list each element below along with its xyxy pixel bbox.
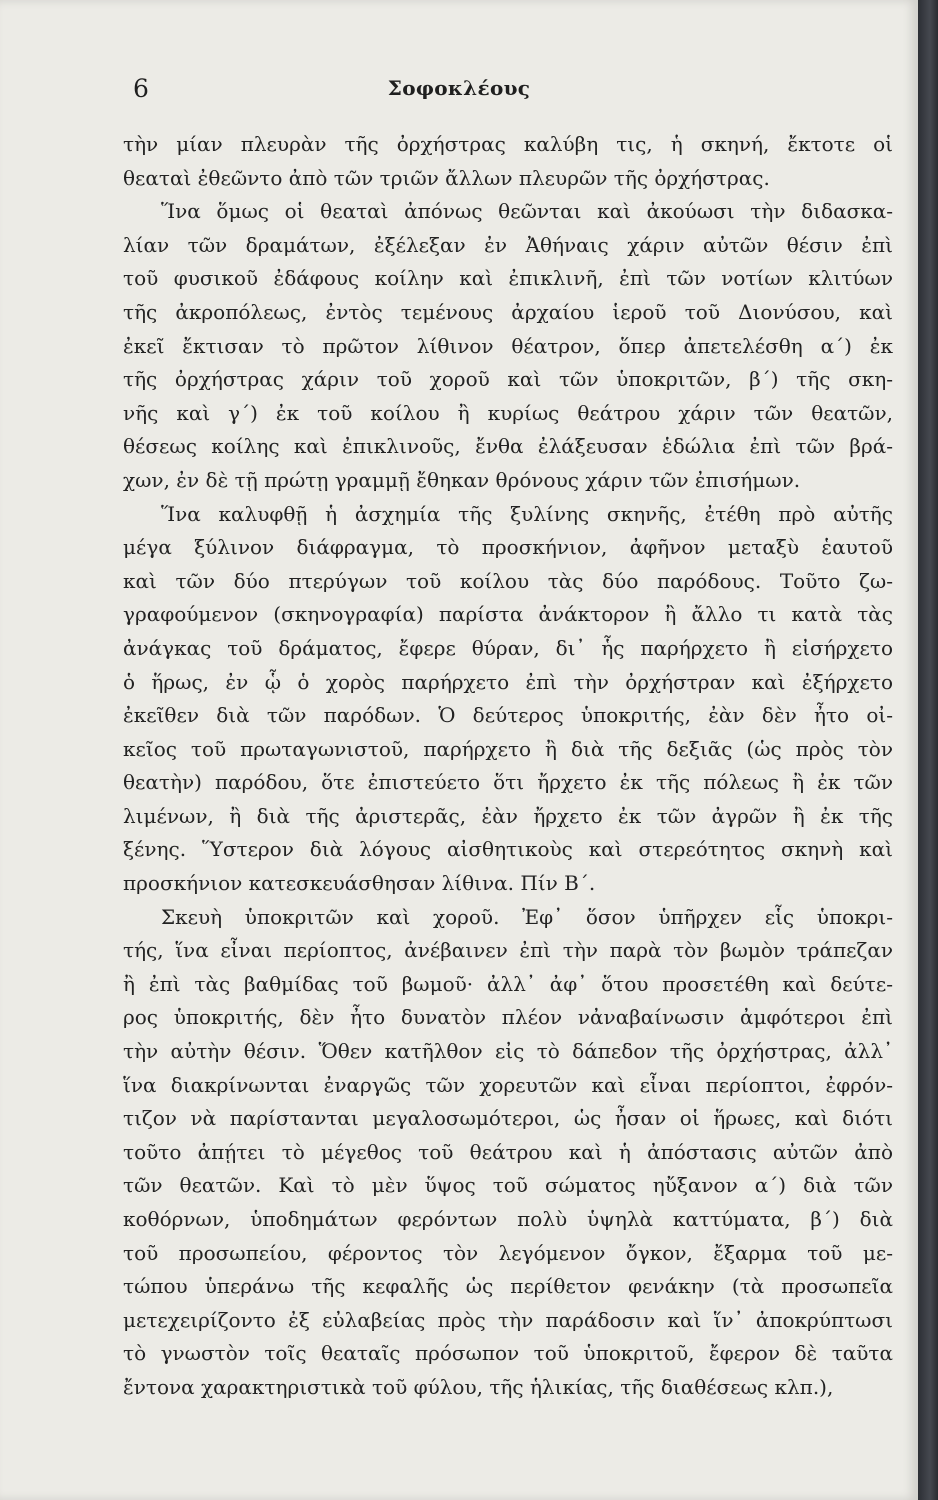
text-line: θεατὴν) παρόδου, ὅτε ἐπιστεύετο ὅτι ἤρχετο ἐκ τῆς πόλεως ἢ ἐκ τῶν: [123, 770, 893, 795]
text-line: θέσεως κοίλης καὶ ἐπικλινοῦς, ἔνθα ἐλάξευσαν ἑδώλια ἐπὶ τῶν βρά-: [123, 434, 893, 459]
text-line: χων, ἐν δὲ τῇ πρώτῃ γραμμῇ ἔθηκαν θρόνους χάριν τῶν ἐπισήμων.: [123, 467, 801, 492]
text-line: ἐκεῖθεν διὰ τῶν παρόδων. Ὁ δεύτερος ὑποκριτής, ἐὰν δὲν ἦτο οἰ-: [123, 703, 893, 728]
text-line: τοῦ προσωπείου, φέροντος τὸν λεγόμενον ὄγκον, ἔξαρμα τοῦ με-: [123, 1240, 893, 1265]
text-line: τοῦ φυσικοῦ ἐδάφους κοίλην καὶ ἐπικλινῆ, ἐπὶ τῶν νοτίων κλιτύων: [123, 266, 893, 291]
section-heading-line: Σκευὴ ὑποκριτῶν καὶ χοροῦ. Ἐφ᾽ ὅσον ὑπῆρχεν εἷς ὑποκρι-: [161, 904, 893, 929]
text-line: Ἵνα ὅμως οἱ θεαταὶ ἀπόνως θεῶνται καὶ ἀκούωσι τὴν διδασκα-: [161, 199, 893, 224]
text-line: λίαν τῶν δραμάτων, ἐξέλεξαν ἐν Ἀθήναις χάριν αὐτῶν θέσιν ἐπὶ: [123, 232, 893, 257]
body-text: [123, 128, 893, 1405]
text-line: ξένης. Ὕστερον διὰ λόγους αἰσθητικοὺς καὶ στερεότητος σκηνὴ καὶ: [123, 837, 893, 862]
text-line: μέγα ξύλινον διάφραγμα, τὸ προσκήνιον, ἀφῆνον μεταξὺ ἑαυτοῦ: [123, 535, 893, 560]
running-title: Σοφοκλέους: [387, 76, 531, 100]
text-line: τῆς ὀρχήστρας χάριν τοῦ χοροῦ καὶ τῶν ὑποκριτῶν, β΄) τῆς σκη-: [123, 367, 893, 392]
running-head: [0, 68, 918, 108]
text-line: νῆς καὶ γ΄) ἐκ τοῦ κοίλου ἢ κυρίως θεάτρου χάριν τῶν θεατῶν,: [123, 400, 893, 425]
text-line: θεαταὶ ἐθεῶντο ἀπὸ τῶν τριῶν ἄλλων πλευρῶν τῆς ὀρχήστρας.: [123, 165, 770, 190]
text-line: μετεχειρίζοντο ἐξ εὐλαβείας πρὸς τὴν παράδοσιν καὶ ἵν᾽ ἀποκρύπτωσι: [123, 1307, 893, 1332]
text-line: ἐκεῖ ἔκτισαν τὸ πρῶτον λίθινον θέατρον, ὅπερ ἀπετελέσθη α΄) ἐκ: [123, 333, 893, 358]
text-line: γραφούμενον (σκηνογραφία) παρίστα ἀνάκτορον ἢ ἄλλο τι κατὰ τὰς: [123, 602, 893, 627]
text-line: ρος ὑποκριτής, δὲν ἦτο δυνατὸν πλέον νἀναβαίνωσιν ἀμφότεροι ἐπὶ: [123, 1005, 893, 1030]
text-line: τῶν θεατῶν. Καὶ τὸ μὲν ὕψος τοῦ σώματος ηὔξανον α΄) διὰ τῶν: [123, 1173, 893, 1198]
text-line: ἵνα διακρίνωνται ἐναργῶς τῶν χορευτῶν καὶ εἶναι περίοπτοι, ἐφρόν-: [123, 1072, 893, 1097]
page-number: 6: [133, 74, 149, 103]
text-line: ἔντονα χαρακτηριστικὰ τοῦ φύλου, τῆς ἡλικίας, τῆς διαθέσεως κλπ.),: [123, 1374, 834, 1399]
text-line: Ἵνα καλυφθῇ ἡ ἀσχημία τῆς ξυλίνης σκηνῆς, ἐτέθη πρὸ αὐτῆς: [161, 501, 893, 526]
text-line: προσκήνιον κατεσκευάσθησαν λίθινα. Πίν Β΄.: [123, 871, 596, 896]
text-line: τῆς ἀκροπόλεως, ἐντὸς τεμένους ἀρχαίου ἱεροῦ τοῦ Διονύσου, καὶ: [123, 299, 893, 324]
text-line: τὴν μίαν πλευρὰν τῆς ὀρχήστρας καλύβη τις, ἡ σκηνή, ἔκτοτε οἱ: [123, 132, 893, 156]
text-line: τής, ἵνα εἶναι περίοπτος, ἀνέβαινεν ἐπὶ τὴν παρὰ τὸν βωμὸν τράπεζαν: [123, 938, 893, 963]
text-line: λιμένων, ἢ διὰ τῆς ἀριστερᾶς, ἐὰν ἤρχετο ἐκ τῶν ἀγρῶν ἢ ἐκ τῆς: [123, 803, 893, 828]
text-line: κοθόρνων, ὑποδημάτων φερόντων πολὺ ὑψηλὰ καττύματα, β΄) διὰ: [123, 1207, 893, 1231]
text-line: κεῖος τοῦ πρωταγωνιστοῦ, παρήρχετο ἢ διὰ τῆς δεξιᾶς (ὡς πρὸς τὸν: [123, 736, 893, 761]
text-line: καὶ τῶν δύο πτερύγων τοῦ κοίλου τὰς δύο παρόδους. Τοῦτο ζω-: [123, 568, 893, 593]
text-line: τώπου ὑπεράνω τῆς κεφαλῆς ὡς περίθετον φενάκην (τὰ προσωπεῖα: [123, 1274, 893, 1299]
book-spine-shadow: [918, 0, 938, 1500]
text-line: ὁ ἥρως, ἐν ᾧ ὁ χορὸς παρήρχετο ἐπὶ τὴν ὀρχήστραν καὶ ἐξήρχετο: [123, 669, 893, 694]
text-line: τιζον νὰ παρίστανται μεγαλοσωμότεροι, ὡς ἦσαν οἱ ἥρωες, καὶ διότι: [123, 1106, 893, 1131]
text-line: τὸ γνωστὸν τοῖς θεαταῖς πρόσωπον τοῦ ὑποκριτοῦ, ἔφερον δὲ ταῦτα: [123, 1341, 893, 1366]
text-line: τοῦτο ἀπῄτει τὸ μέγεθος τοῦ θεάτρου καὶ ἡ ἀπόστασις αὐτῶν ἀπὸ: [123, 1139, 893, 1164]
text-line: τὴν αὐτὴν θέσιν. Ὅθεν κατῆλθον εἰς τὸ δάπεδον τῆς ὀρχήστρας, ἀλλ᾽: [123, 1039, 893, 1064]
text-line: ἀνάγκας τοῦ δράματος, ἔφερε θύραν, δι᾽ ἧς παρήρχετο ἢ εἰσήρχετο: [123, 635, 893, 660]
text-line: ἢ ἐπὶ τὰς βαθμίδας τοῦ βωμοῦ· ἀλλ᾽ ἀφ᾽ ὅτου προσετέθη καὶ δεύτε-: [123, 971, 893, 996]
